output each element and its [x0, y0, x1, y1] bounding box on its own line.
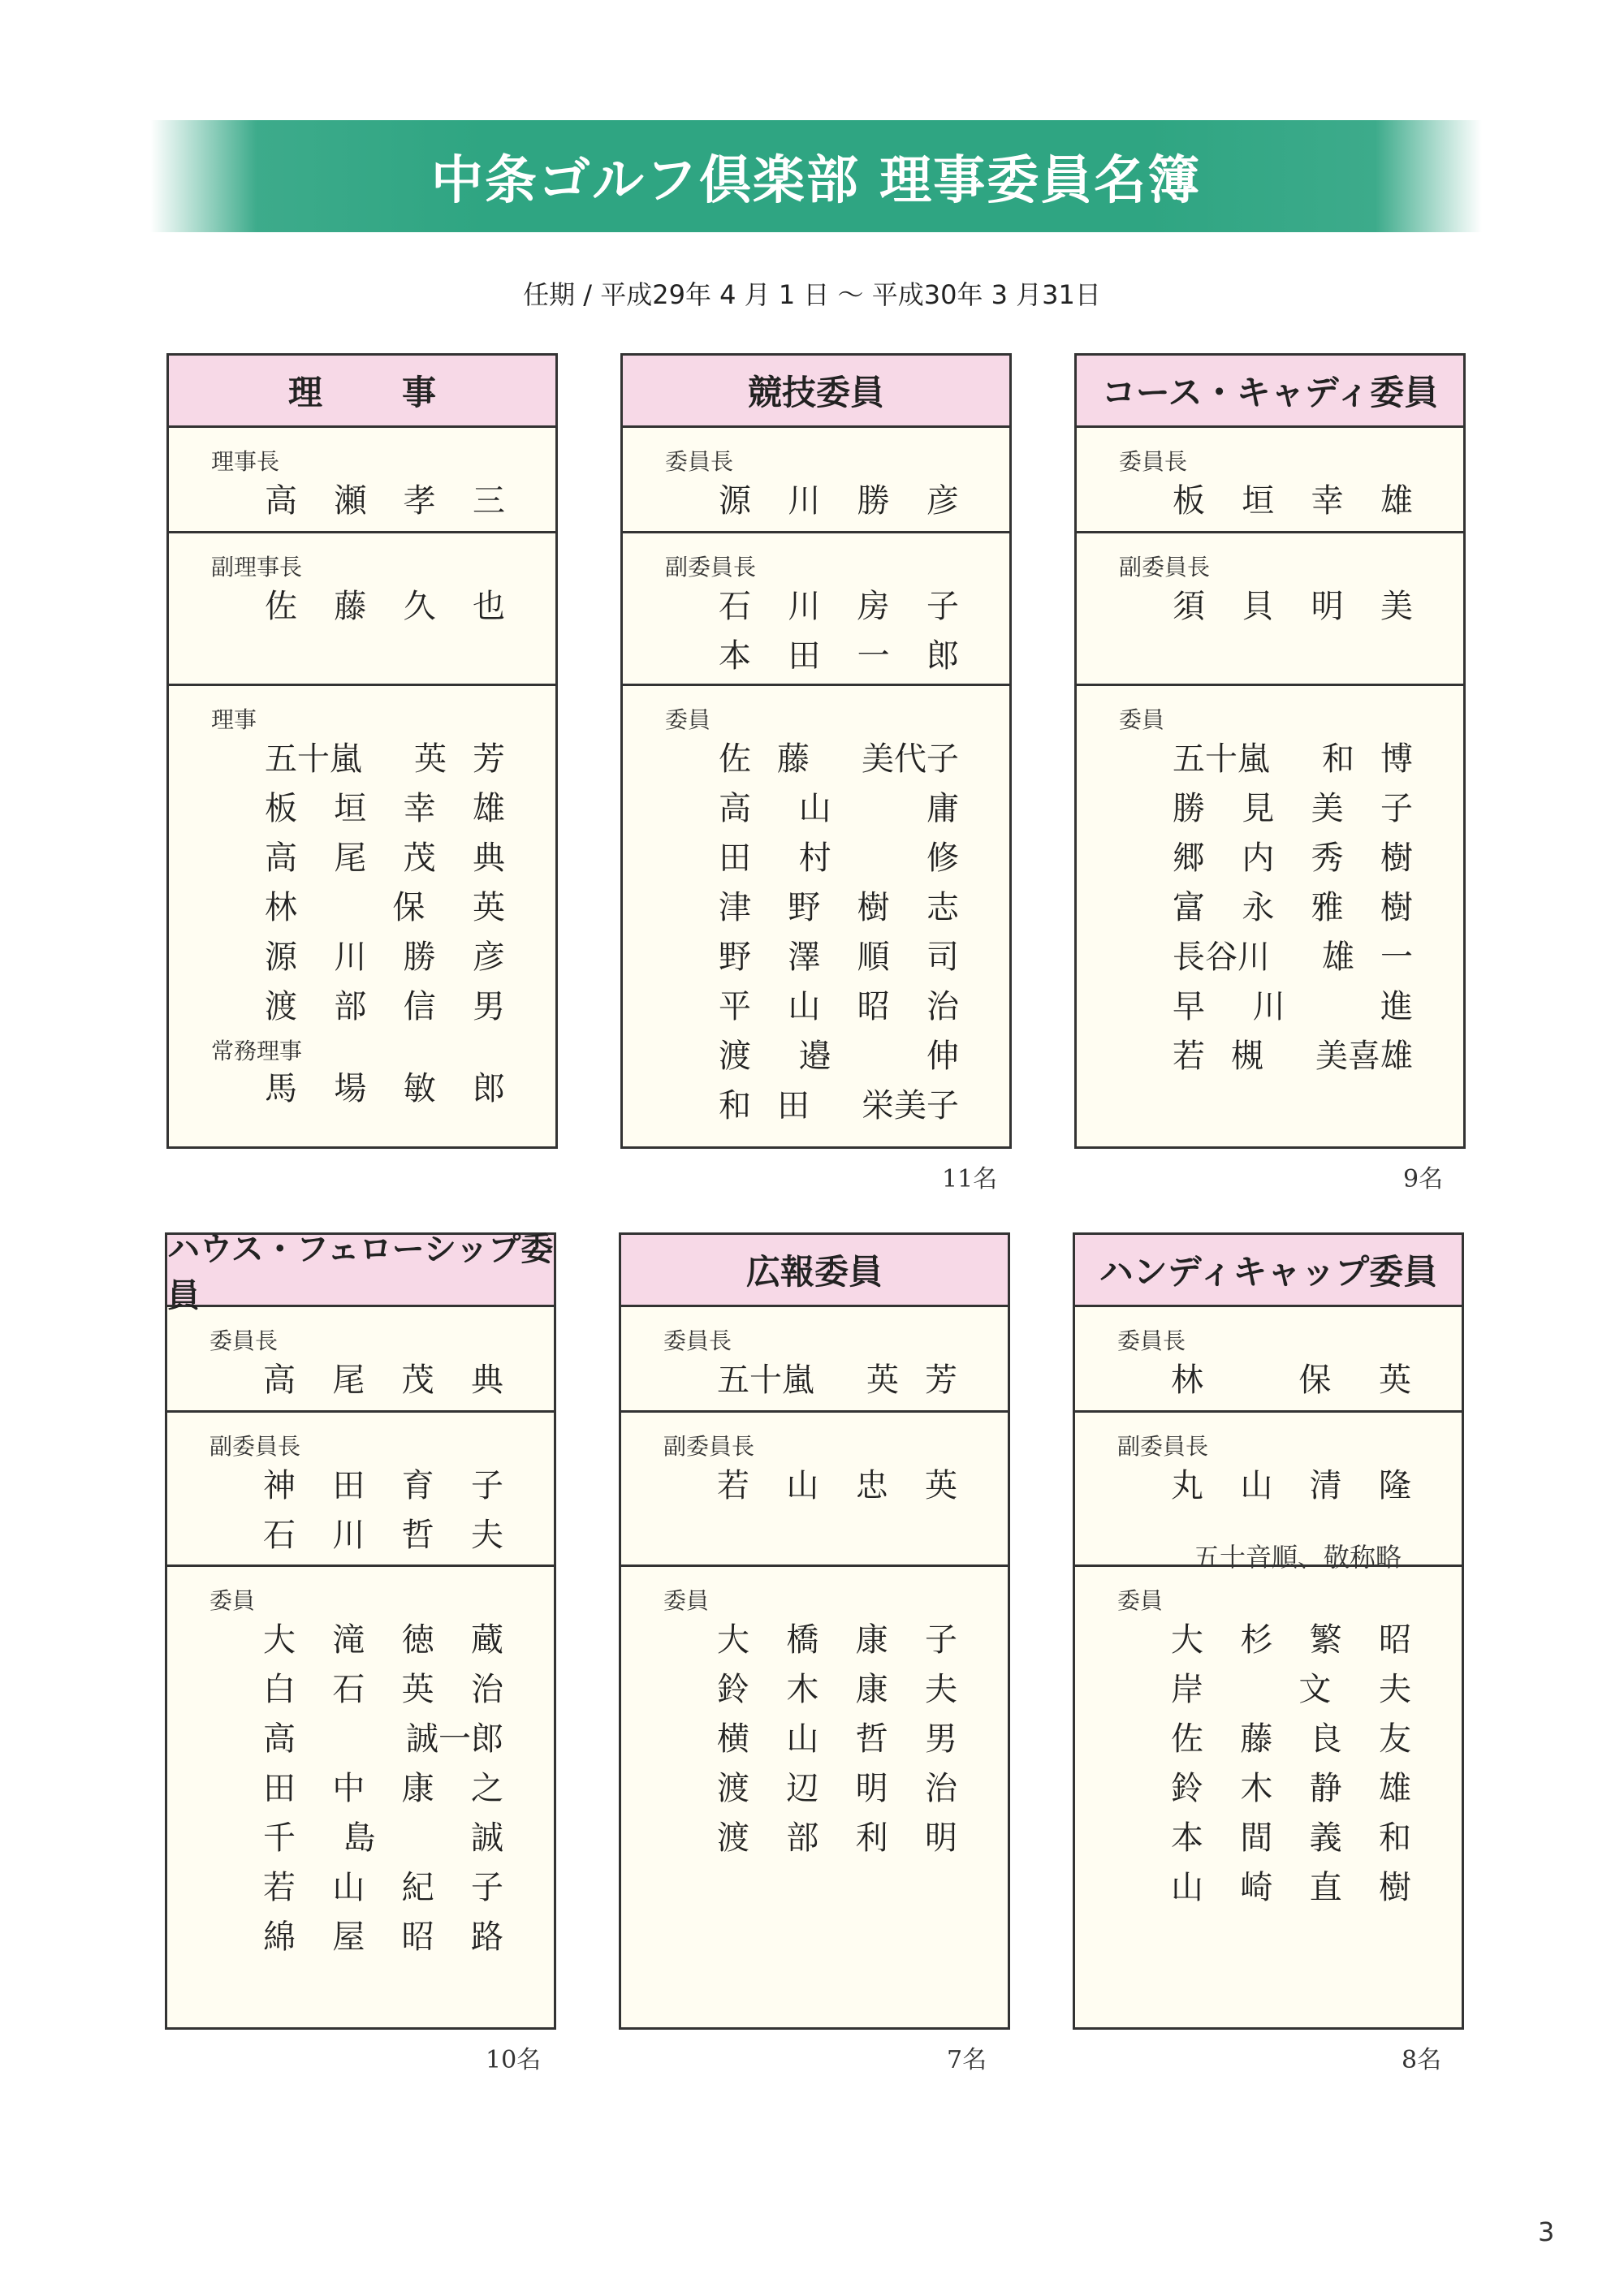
role-label: 委員: [1119, 706, 1165, 733]
name-list: [717, 1353, 957, 1402]
member-name: 若 山 忠 英: [717, 1467, 957, 1504]
member-name: 五十嵐 和 博: [1173, 740, 1413, 778]
section-members: [621, 1567, 1008, 2030]
member-name: 平 山 昭 治: [719, 988, 959, 1025]
role-label: 副委員長: [663, 1433, 755, 1460]
name-list: [1171, 1458, 1411, 1508]
member-name: 白 石 英 治: [263, 1671, 503, 1708]
member-name: 横 山 哲 男: [717, 1720, 957, 1758]
member-name: 高 誠一郎: [263, 1720, 503, 1758]
title-banner: [150, 120, 1482, 232]
member-name: 若 槻 美喜雄: [1173, 1038, 1413, 1075]
member-name: 佐 藤 久 也: [265, 588, 505, 625]
role-label: 委員長: [1117, 1327, 1186, 1354]
member-name: 渡 部 信 男: [265, 988, 505, 1025]
name-list: [1173, 473, 1413, 523]
panel-header: ハウス・フェローシップ委員: [167, 1231, 554, 1314]
section-chairman: [1075, 1307, 1462, 1413]
member-name: 五十嵐 英 芳: [265, 740, 505, 778]
member-name: 源 川 勝 彦: [265, 939, 505, 976]
role-label: 委員: [209, 1587, 256, 1614]
section-members: [623, 686, 1009, 1149]
panel-header: 理 事: [169, 356, 555, 428]
member-name: 渡 部 利 明: [717, 1819, 957, 1857]
name-list: [1173, 732, 1413, 1078]
role-label: 副委員長: [1119, 554, 1211, 580]
member-count: 8名: [1402, 2046, 1442, 2074]
member-name: 佐 藤 美代子: [719, 740, 959, 778]
member-name: 郷 内 秀 樹: [1173, 839, 1413, 877]
role-label: 理事長: [211, 448, 280, 475]
panel-header: ハンディキャップ委員: [1075, 1235, 1462, 1307]
section-members: [169, 686, 555, 1149]
role-label: 委員長: [665, 448, 734, 475]
role-label: 委員: [1117, 1587, 1164, 1614]
member-name: 五十嵐 英 芳: [717, 1362, 957, 1399]
member-name: 石 川 房 子: [719, 588, 959, 625]
footnote: 五十音順、敬称略: [1194, 1542, 1402, 1573]
member-name: 山 崎 直 樹: [1171, 1869, 1411, 1906]
role-label: 委員: [663, 1587, 710, 1614]
member-count: 7名: [947, 2046, 987, 2074]
subrole-label: 常務理事: [211, 1038, 303, 1064]
member-name: 和 田 栄美子: [719, 1087, 959, 1124]
member-name: 馬 場 敏 郎: [265, 1070, 505, 1107]
name-list: [265, 732, 505, 1029]
member-name: 勝 見 美 子: [1173, 790, 1413, 827]
role-label: 理事: [211, 706, 257, 733]
panel-header: 広報委員: [621, 1235, 1008, 1307]
panel-header: 競技委員: [623, 356, 1009, 428]
member-name: 鈴 木 静 雄: [1171, 1770, 1411, 1807]
role-label: 副委員長: [209, 1433, 301, 1460]
name-list: [1173, 579, 1413, 628]
name-list: [717, 1458, 957, 1508]
section-vice-chairman: [169, 533, 555, 686]
member-name: 富 永 雅 樹: [1173, 889, 1413, 926]
role-label: 委員長: [1119, 448, 1188, 475]
page-number: 3: [1538, 2216, 1555, 2247]
member-name: 津 野 樹 志: [719, 889, 959, 926]
page-title: 中条ゴルフ倶楽部 理事委員名簿: [430, 151, 1202, 211]
section-chairman: [1077, 428, 1463, 533]
panel-course-caddie: [1074, 353, 1466, 1149]
member-name: 本 間 義 和: [1171, 1819, 1411, 1857]
section-chairman: [623, 428, 1009, 533]
section-chairman: [167, 1307, 554, 1413]
member-name: 須 貝 明 美: [1173, 588, 1413, 625]
member-name: 林 保 英: [265, 889, 505, 926]
member-name: 綿 屋 昭 路: [263, 1918, 503, 1956]
section-chairman: [169, 428, 555, 533]
role-label: 副委員長: [665, 554, 757, 580]
section-vice-chairman: [623, 533, 1009, 686]
member-name: 丸 山 清 隆: [1171, 1467, 1411, 1504]
section-vice-chairman: [621, 1413, 1008, 1567]
panel-handicap: [1073, 1232, 1464, 2030]
member-name: 岸 文 夫: [1171, 1671, 1411, 1708]
section-members: [167, 1567, 554, 2030]
member-name: 高 尾 茂 典: [265, 839, 505, 877]
name-list: [1171, 1612, 1411, 1910]
member-name: 渡 辺 明 治: [717, 1770, 957, 1807]
name-list: [717, 1612, 957, 1860]
member-name: 高 瀬 孝 三: [265, 482, 505, 520]
member-name: 本 田 一 郎: [719, 637, 959, 675]
member-name: 長谷川 雄 一: [1173, 939, 1413, 976]
role-label: 委員長: [209, 1327, 279, 1354]
member-name: 佐 藤 良 友: [1171, 1720, 1411, 1758]
member-name: 林 保 英: [1171, 1362, 1411, 1399]
role-label: 委員長: [663, 1327, 732, 1354]
member-name: 板 垣 幸 雄: [265, 790, 505, 827]
name-list: [1171, 1353, 1411, 1402]
panel-header: コース・キャディ委員: [1077, 356, 1463, 428]
member-name: 大 橋 康 子: [717, 1621, 957, 1659]
member-count: 11名: [942, 1165, 998, 1193]
name-list: [263, 1458, 503, 1557]
member-name: 神 田 育 子: [263, 1467, 503, 1504]
name-list: [265, 1061, 505, 1111]
name-list: [265, 473, 505, 523]
panel-koho: [619, 1232, 1010, 2030]
member-name: 野 澤 順 司: [719, 939, 959, 976]
member-name: 石 川 哲 夫: [263, 1517, 503, 1554]
role-label: 副委員長: [1117, 1433, 1209, 1460]
member-name: 若 山 紀 子: [263, 1869, 503, 1906]
member-name: 大 滝 徳 蔵: [263, 1621, 503, 1659]
name-list: [719, 473, 959, 523]
member-name: 源 川 勝 彦: [719, 482, 959, 520]
member-name: 高 山 庸: [719, 790, 959, 827]
term-period: 任期 / 平成29年 4 月 1 日 〜 平成30年 3 月31日: [523, 279, 1101, 310]
name-list: [263, 1612, 503, 1959]
name-list: [263, 1353, 503, 1402]
section-members: [1075, 1567, 1462, 2030]
member-name: 高 尾 茂 典: [263, 1362, 503, 1399]
panel-house-fellowship: [165, 1232, 556, 2030]
name-list: [719, 732, 959, 1128]
role-label: 委員: [665, 706, 711, 733]
role-label: 副理事長: [211, 554, 303, 580]
name-list: [719, 579, 959, 678]
name-list: [265, 579, 505, 628]
member-name: 千 島 誠: [263, 1819, 503, 1857]
section-vice-chairman: [167, 1413, 554, 1567]
member-count: 10名: [486, 2046, 542, 2074]
member-name: 渡 邉 伸: [719, 1038, 959, 1075]
section-chairman: [621, 1307, 1008, 1413]
member-count: 9名: [1403, 1165, 1444, 1193]
section-members: [1077, 686, 1463, 1149]
panel-kyogi: [620, 353, 1012, 1149]
member-name: 田 村 修: [719, 839, 959, 877]
member-name: 板 垣 幸 雄: [1173, 482, 1413, 520]
section-vice-chairman: [1077, 533, 1463, 686]
member-name: 鈴 木 康 夫: [717, 1671, 957, 1708]
panel-riji: [166, 353, 558, 1149]
member-name: 早 川 進: [1173, 988, 1413, 1025]
member-name: 田 中 康 之: [263, 1770, 503, 1807]
member-name: 大 杉 繁 昭: [1171, 1621, 1411, 1659]
